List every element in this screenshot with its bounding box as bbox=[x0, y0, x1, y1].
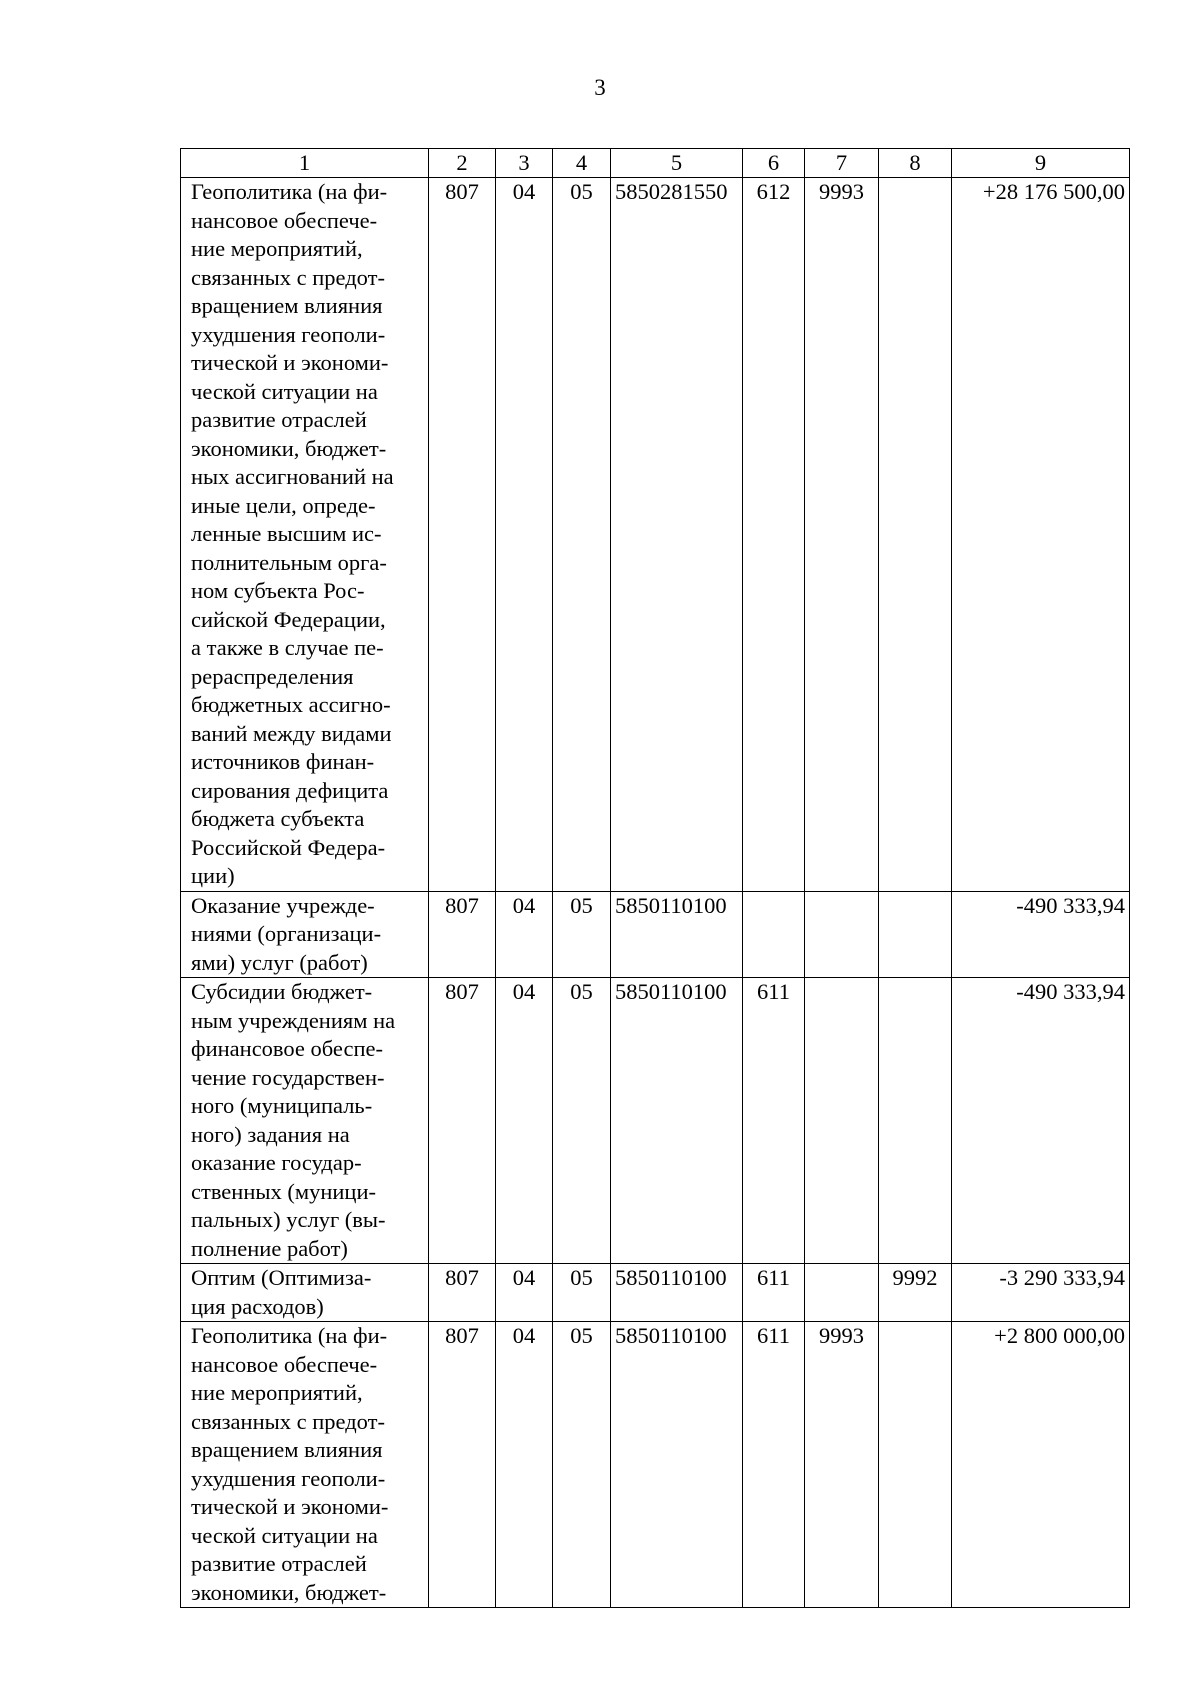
cell-col9: -490 333,94 bbox=[952, 891, 1130, 978]
cell-col8 bbox=[879, 178, 952, 892]
cell-col6: 611 bbox=[743, 1322, 805, 1608]
cell-col7 bbox=[805, 1264, 879, 1322]
header-cell: 9 bbox=[952, 149, 1130, 178]
cell-col2: 807 bbox=[429, 978, 496, 1264]
cell-col3: 04 bbox=[496, 1322, 553, 1608]
cell-col4: 05 bbox=[553, 1322, 611, 1608]
cell-col6: 611 bbox=[743, 978, 805, 1264]
budget-table bbox=[180, 148, 1130, 1608]
cell-col7 bbox=[805, 891, 879, 978]
cell-col5: 5850110100 bbox=[611, 978, 743, 1264]
table-row bbox=[181, 178, 1130, 892]
cell-col2: 807 bbox=[429, 1322, 496, 1608]
cell-col3: 04 bbox=[496, 978, 553, 1264]
row-name-cell: Геополитика (на фи- нансовое обеспече- ние мероприятий, связанных с предот- вращением влияния ухудшения геополи- тической и экономи- ческой ситуации на развитие отраслей экономики, бюджет- bbox=[181, 1322, 429, 1608]
table-row bbox=[181, 1264, 1130, 1322]
header-cell: 5 bbox=[611, 149, 743, 178]
cell-col4: 05 bbox=[553, 178, 611, 892]
header-cell: 7 bbox=[805, 149, 879, 178]
header-cell: 3 bbox=[496, 149, 553, 178]
cell-col5: 5850281550 bbox=[611, 178, 743, 892]
header-cell: 1 bbox=[181, 149, 429, 178]
cell-col7: 9993 bbox=[805, 1322, 879, 1608]
header-cell: 4 bbox=[553, 149, 611, 178]
header-cell: 6 bbox=[743, 149, 805, 178]
cell-col3: 04 bbox=[496, 178, 553, 892]
cell-col3: 04 bbox=[496, 1264, 553, 1322]
cell-col3: 04 bbox=[496, 891, 553, 978]
cell-col8 bbox=[879, 978, 952, 1264]
cell-col9: +2 800 000,00 bbox=[952, 1322, 1130, 1608]
table-row bbox=[181, 978, 1130, 1264]
cell-col4: 05 bbox=[553, 978, 611, 1264]
cell-col8 bbox=[879, 891, 952, 978]
cell-col8 bbox=[879, 1322, 952, 1608]
cell-col2: 807 bbox=[429, 891, 496, 978]
table-header-row bbox=[181, 149, 1130, 178]
cell-col7: 9993 bbox=[805, 178, 879, 892]
header-cell: 8 bbox=[879, 149, 952, 178]
cell-col7 bbox=[805, 978, 879, 1264]
cell-col4: 05 bbox=[553, 891, 611, 978]
row-name-cell: Оптим (Оптимиза- ция расходов) bbox=[181, 1264, 429, 1322]
header-cell: 2 bbox=[429, 149, 496, 178]
row-name-cell: Геополитика (на фи- нансовое обеспече- ние мероприятий, связанных с предот- вращением влияния ухудшения геополи- тической и экономи- ческой ситуации на развитие отраслей экономики, бюджет- ных ассигнований на иные цели, опреде- ленные высшим ис- полнительным орга- ном субъекта Рос- сийской Федерации, а также в случае пе- рераспределения бюджетных ассигно- ваний между видами источников финан- сирования дефицита бюджета субъекта Российской Федера- ции) bbox=[181, 178, 429, 892]
cell-col6: 611 bbox=[743, 1264, 805, 1322]
cell-col2: 807 bbox=[429, 1264, 496, 1322]
cell-col9: -490 333,94 bbox=[952, 978, 1130, 1264]
cell-col5: 5850110100 bbox=[611, 1264, 743, 1322]
cell-col9: +28 176 500,00 bbox=[952, 178, 1130, 892]
cell-col4: 05 bbox=[553, 1264, 611, 1322]
page-number: 3 bbox=[594, 75, 606, 100]
cell-col2: 807 bbox=[429, 178, 496, 892]
cell-col6: 612 bbox=[743, 178, 805, 892]
cell-col6 bbox=[743, 891, 805, 978]
row-name-cell: Оказание учрежде- ниями (организаци- ями) услуг (работ) bbox=[181, 891, 429, 978]
cell-col5: 5850110100 bbox=[611, 1322, 743, 1608]
table-row bbox=[181, 891, 1130, 978]
table-row bbox=[181, 1322, 1130, 1608]
row-name-cell: Субсидии бюджет- ным учреждениям на финансовое обеспе- чение государствен- ного (муниципаль- ного) задания на оказание государ- ственных (муници- пальных) услуг (вы- полнение работ) bbox=[181, 978, 429, 1264]
cell-col5: 5850110100 bbox=[611, 891, 743, 978]
cell-col9: -3 290 333,94 bbox=[952, 1264, 1130, 1322]
cell-col8: 9992 bbox=[879, 1264, 952, 1322]
